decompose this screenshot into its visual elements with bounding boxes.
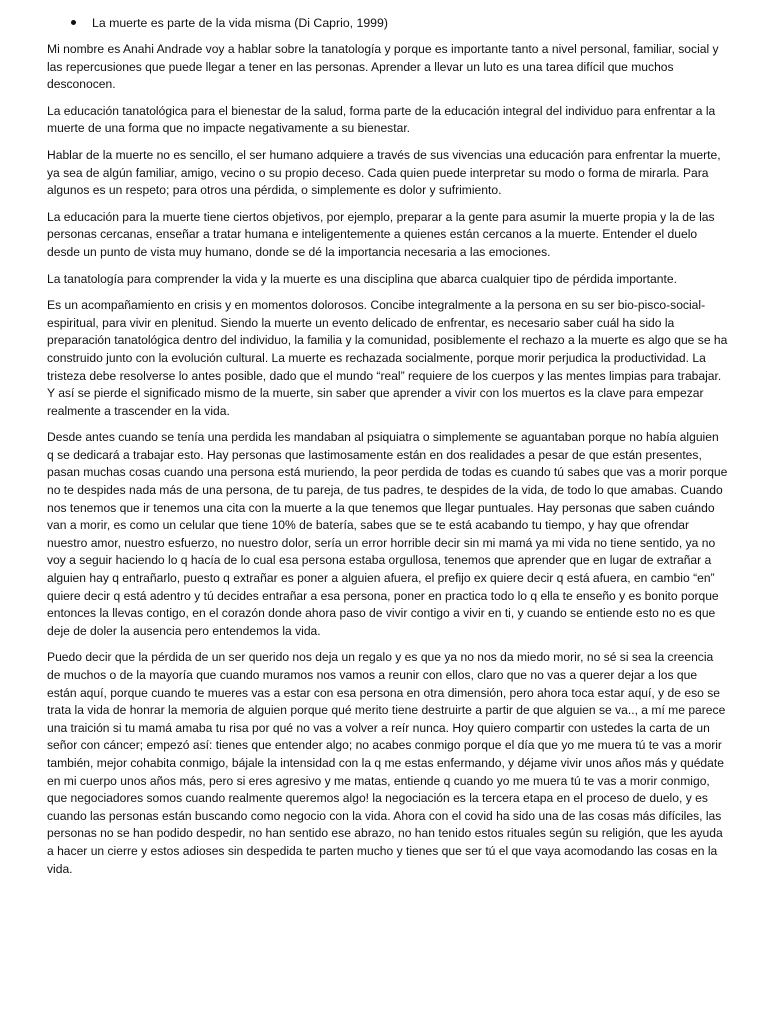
paragraph-talking-death: Hablar de la muerte no es sencillo, el ser humano adquiere a través de sus vivencias una educación para enfrentar la muerte, ya sea de algún familiar, amigo, vecino o su propio deceso. Cada quien puede interpretar su modo o forma de mirarla. Para algunos es un respeto; para otros una pérdida, o simplemente es dolor y sufrimiento. xyxy=(47,147,721,198)
paragraph-gift: Puedo decir que la pérdida de un ser querido nos deja un regalo y es que ya no nos da miedo morir, no sé si sea la creencia de muchos o de la mayoría que cuando muramos nos vamos a reunir con ellos, claro que no vas a querer dejar a los que están aquí, porque cuando te mueres vas a estar con esa persona en otra dimensión, pero ahora toca estar aquí, y de eso se trata la vida de honrar la memoria de alguien porque qué merito tiene destruirte a partir de que alguien se va.., a mí me parece una traición si tu mamá amaba tu risa por qué no vas a volver a reír nunca. Hoy quiero compartir con ustedes la carta de un señor con cáncer; empezó así: tienes que entender algo; no acabes conmigo porque el día que yo me muera tú te vas a morir también, mejor cohabita conmigo, bájale la intensidad con la q me estas enfermando, y déjame vivir unos años más y quédate en mi cuerpo unos años más, pero si eres agresivo y me matas, entiende q cuando yo me muera tú te vas a morir conmigo, que negociadores somos cuando realmente queremos algo! la negociación es la tercera etapa en el proceso de duelo, y es cuando las personas están buscando como negocio con la vida. Ahora con el covid ha sido una de las cosas más difíciles, las personas no se han podido despedir, no han sentido ese abrazo, no han tenido estos rituales según su religión, que les ayuda a hacer un cierre y estos adioses sin despedida te parten mucho y tienes que ser tú el que vaya acomodando las cosas en la vida. xyxy=(47,650,726,876)
paragraph-education: La educación tanatológica para el bienestar de la salud, forma parte de la educación integral del individuo para enfrentar a la muerte de una forma que no impacte negativamente a su bienestar. xyxy=(47,103,716,136)
paragraph-loss: Desde antes cuando se tenía una perdida les mandaban al psiquiatra o simplemente se aguantaban porque no había alguien q se dedicará a trabajar esto. Hay personas que lastimosamente están en dos realidades a pesar de que están presentes, pasan muchas cosas cuando una persona está muriendo, la peor perdida de todas es cuando tú sabes que vas a morir porque no te despides nada más de una persona, de tu pareja, de tus padres, te despides de la vida, de todo lo que amabas. Cuando nos tenemos que ir tenemos una cita con la muerte a la que tenemos que llegar puntuales. Hay personas que saben cuándo van a morir, es como un celular que tiene 10% de batería, sabes que se te está acabando tu tiempo, y hay que ofrendar nuestro amor, nuestro esfuerzo, no nuestro dolor, sería un error horrible decir sin mi mamá ya mi vida no tiene sentido, ya no voy a seguir haciendo lo q hacía de lo cual esa persona estaba orgullosa, tenemos que aprender que en lugar de extrañar a alguien hay q entrañarlo, puesto q extrañar es poner a alguien afuera, el prefijo ex quiere decir q está afuera, en cambio “en” quiere decir q está adentro y tú decides entrañar a esa persona, poner en practica todo lo q ella te enseño y es bonito porque entonces la llevas contigo, en el corazón donde ahora paso de vivir contigo a vivir en ti, y cuando se entiende esto no es que deje de doler la ausencia pero entendemos la vida. xyxy=(47,430,728,638)
bullet-item xyxy=(47,14,728,32)
paragraph-discipline: La tanatología para comprender la vida y la muerte es una disciplina que abarca cualquier tipo de pérdida importante. xyxy=(47,271,677,286)
bullet-dot-icon xyxy=(71,20,76,25)
paragraph-accompaniment: Es un acompañamiento en crisis y en momentos dolorosos. Concibe integralmente a la persona en su ser bio-pisco-social-espiritual, para vivir en plenitud. Siendo la muerte un evento delicado de enfrentar, es necesario saber cuál ha sido la preparación tanatológica dentro del individuo, la familia y la comunidad, posiblemente el rechazo a la muerte es algo que se ha construido junto con la evolución cultural. La muerte es rechazada socialmente, porque morir perjudica la productividad. La tristeza debe resolverse lo antes posible, dado que el mundo “real” requiere de los cuerpos y las mentes limpias para trabajar. Y así se pierde el significado mismo de la muerte, sin saber que aprender a vivir con los muertos es la clave para empezar realmente a trascender en la vida. xyxy=(47,298,728,418)
bullet-text: La muerte es parte de la vida misma (Di Caprio, 1999) xyxy=(92,16,388,30)
paragraph-objectives: La educación para la muerte tiene ciertos objetivos, por ejemplo, preparar a la gente para asumir la muerte propia y la de las personas cercanas, enseñar a tratar humana e inteligentemente a quienes están cercanos a la muerte. Entender el duelo desde un punto de vista muy humano, donde se dé la importancia necesaria a las emociones. xyxy=(47,209,715,259)
paragraph-intro: Mi nombre es Anahi Andrade voy a hablar sobre la tanatología y porque es importante tanto a nivel personal, familiar, social y las repercusiones que puede llegar a tener en las personas. Aprender a llevar un luto es una tarea difícil que muchos desconocen. xyxy=(47,42,719,92)
